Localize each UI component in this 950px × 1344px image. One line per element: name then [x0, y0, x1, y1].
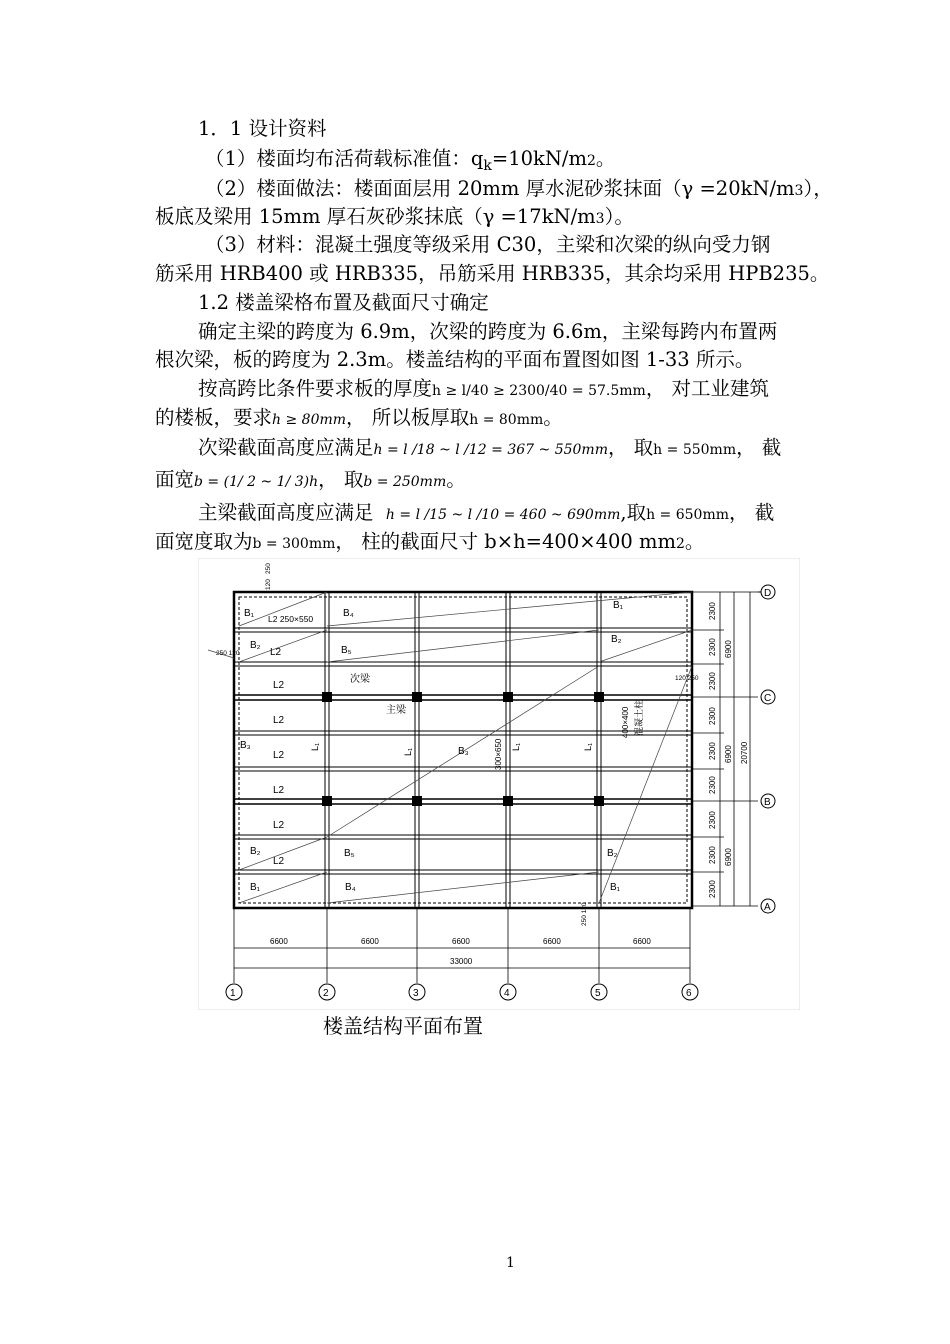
dim-2300: 2300: [708, 672, 717, 690]
para-slab-thickness-cont: [155, 406, 563, 432]
label-l2: L2: [273, 785, 285, 796]
text-span: ），: [803, 177, 833, 200]
formula: b = 300mm: [252, 536, 336, 552]
para-floor-finish: [205, 177, 833, 203]
dim-2300: 2300: [708, 707, 717, 725]
label-main-beam: 主梁: [386, 705, 406, 716]
para-live-load: [205, 147, 615, 178]
dim-2300: 2300: [708, 846, 717, 864]
text-span: ， 取: [318, 468, 364, 491]
text-span: ， 对工业建筑: [645, 377, 770, 400]
section-heading-1-1: 1．1 设计资料: [198, 117, 327, 140]
formula: b = 250mm: [363, 474, 447, 490]
dim-6600: 6600: [361, 937, 379, 946]
formula: h = 650mm: [646, 507, 729, 523]
axis-5: 5: [595, 988, 601, 999]
label-b1: B₁: [250, 882, 261, 893]
label-l1: L₁: [511, 742, 521, 751]
axis-2: 2: [323, 988, 329, 999]
label-b2: B₂: [607, 848, 618, 859]
section-heading-1-2: 1.2 楼盖梁格布置及截面尺寸确定: [198, 291, 489, 314]
label-main-beam-size: 300×650: [494, 738, 503, 770]
dim-2300: 2300: [708, 602, 717, 620]
axis-b: B: [764, 797, 771, 808]
para-plaster: [155, 205, 634, 231]
label-b3: B₃: [458, 746, 469, 757]
right-dimension-text: [708, 602, 749, 898]
dim-250: 250: [265, 563, 272, 574]
dim-2300: 2300: [708, 638, 717, 656]
label-b5: B₅: [341, 645, 352, 656]
dim-6900: 6900: [724, 640, 733, 658]
label-l1: L₁: [310, 742, 320, 751]
dim-6600: 6600: [543, 937, 561, 946]
formula: h = l /15 ~ l /10 = 460 ~ 690mm: [385, 507, 621, 523]
dim-2300: 2300: [708, 776, 717, 794]
axis-3: 3: [413, 988, 419, 999]
dim-2300: 2300: [708, 811, 717, 829]
text-span: 面宽: [155, 468, 195, 491]
axis-1: 1: [230, 988, 236, 999]
text-span: （2）楼面做法：楼面面层用 20mm 厚水泥砂浆抹面（γ =20kN/m: [205, 177, 795, 200]
dim-250-120: 250 120: [581, 902, 588, 926]
para-secondary-beam: [198, 436, 781, 462]
plan-labels: [240, 600, 624, 893]
dim-6900: 6900: [724, 745, 733, 763]
label-b2: B₂: [611, 634, 622, 645]
axis-letter-bubbles: [758, 585, 775, 913]
label-b4: B₄: [345, 882, 356, 893]
text-span: 次梁截面高度应满足: [198, 436, 374, 459]
text-span: ）。: [604, 205, 634, 228]
label-secondary-beam: 次梁: [350, 674, 370, 685]
label-b5: B₅: [344, 848, 355, 859]
dim-total-height: 20700: [740, 741, 749, 764]
para-materials: （3）材料：混凝土强度等级采用 C30，主梁和次梁的纵向受力钢: [205, 233, 771, 256]
dim-6600: 6600: [633, 937, 651, 946]
label-l2: L2: [273, 820, 285, 831]
page-number: 1: [506, 1255, 515, 1271]
label-l2: L2: [273, 856, 285, 867]
figure-caption: 楼盖结构平面布置: [323, 1014, 483, 1038]
label-b3: B₃: [240, 740, 251, 751]
text-span: 按高跨比条件要求板的厚度: [198, 377, 433, 400]
dim-120: 120: [265, 579, 272, 590]
para-secondary-beam-cont: [155, 468, 466, 494]
superscript: 2: [675, 536, 685, 552]
para-main-beam-cont: [155, 530, 704, 556]
label-b4: B₄: [343, 608, 354, 619]
rotated-labels: [265, 563, 644, 926]
para-materials-cont: 筋采用 HRB400 或 HRB335，吊筋采用 HRB335，其余均采用 HPB235。: [155, 262, 830, 285]
text-span: =10kN/m: [491, 147, 587, 170]
label-b1: B₁: [244, 608, 255, 619]
dim-total-width: 33000: [450, 957, 473, 966]
label-b1: B₁: [610, 882, 621, 893]
label-l2-section: L2 250×550: [268, 614, 314, 624]
axis-c: C: [764, 693, 772, 704]
formula: h = l /18 ~ l /12 = 367 ~ 550mm: [373, 442, 608, 458]
text-span: ， 截: [729, 501, 775, 524]
floor-plan-drawing: [198, 558, 800, 1010]
formula: h = 550mm: [653, 442, 737, 458]
formula: h ≥ l/40 ≥ 2300/40 = 57.5mm: [432, 383, 646, 399]
para-main-beam: [198, 501, 774, 527]
formula: h ≥ 80mm: [272, 412, 347, 428]
superscript: 3: [794, 183, 804, 199]
dim-120-250-right: 120 250: [675, 675, 699, 682]
text-span: 。: [595, 147, 616, 170]
label-concrete-column: 混凝土柱: [634, 699, 644, 736]
dim-6600: 6600: [270, 937, 288, 946]
dim-250-120-left: 250 120: [216, 650, 240, 657]
dim-6900: 6900: [724, 848, 733, 866]
para-span: 确定主梁的跨度为 6.9m，次梁的跨度为 6.6m，主梁每跨内布置两: [198, 320, 778, 343]
text-span: 。: [446, 468, 466, 491]
label-l2: L2: [273, 680, 285, 691]
formula: b = (1/ 2 ~ 1/ 3)h: [194, 474, 319, 490]
formula: h = 80mm: [469, 412, 544, 428]
text-span: ,取: [620, 501, 647, 524]
label-b1: B₁: [613, 600, 624, 611]
para-slab-thickness: [198, 377, 769, 403]
dim-2300: 2300: [708, 742, 717, 760]
text-span: ， 所以板厚取: [346, 406, 470, 429]
text-span: 主梁截面高度应满足: [198, 501, 374, 524]
text-span: 板底及梁用 15mm 厚石灰砂浆抹底（γ =17kN/m: [155, 205, 596, 228]
text-span: 。: [684, 530, 705, 553]
label-l2: L2: [270, 647, 282, 658]
label-b2: B₂: [250, 846, 261, 857]
label-l2: L2: [273, 715, 285, 726]
text-span: 的楼板，要求: [155, 406, 273, 429]
text-span: ， 柱的截面尺寸 b×h=400×400 mm: [335, 530, 676, 553]
text-span: ， 取: [607, 436, 654, 459]
label-column-size: 400×400: [621, 706, 630, 738]
text-span: （1）楼面均布活荷载标准值：q: [205, 147, 484, 170]
axis-number-bubbles: [226, 984, 698, 1000]
dim-2300: 2300: [708, 880, 717, 898]
para-span-cont: 根次梁，板的跨度为 2.3m。楼盖结构的平面布置图如图 1-33 所示。: [155, 348, 755, 371]
subscript: k: [483, 157, 492, 174]
text-span: ， 截: [736, 436, 782, 459]
text-span: 。: [543, 406, 563, 429]
label-l2: L2: [273, 750, 285, 761]
text-span: 面宽度取为: [155, 530, 253, 553]
axis-6: 6: [686, 988, 692, 999]
axis-a: A: [764, 902, 771, 913]
axis-4: 4: [504, 988, 510, 999]
superscript: 2: [586, 153, 596, 169]
label-b2: B₂: [250, 640, 261, 651]
dim-6600: 6600: [452, 937, 470, 946]
label-l1: L₁: [403, 747, 413, 756]
superscript: 3: [595, 211, 605, 227]
label-l1: L₁: [583, 742, 593, 751]
axis-d: D: [764, 588, 772, 599]
